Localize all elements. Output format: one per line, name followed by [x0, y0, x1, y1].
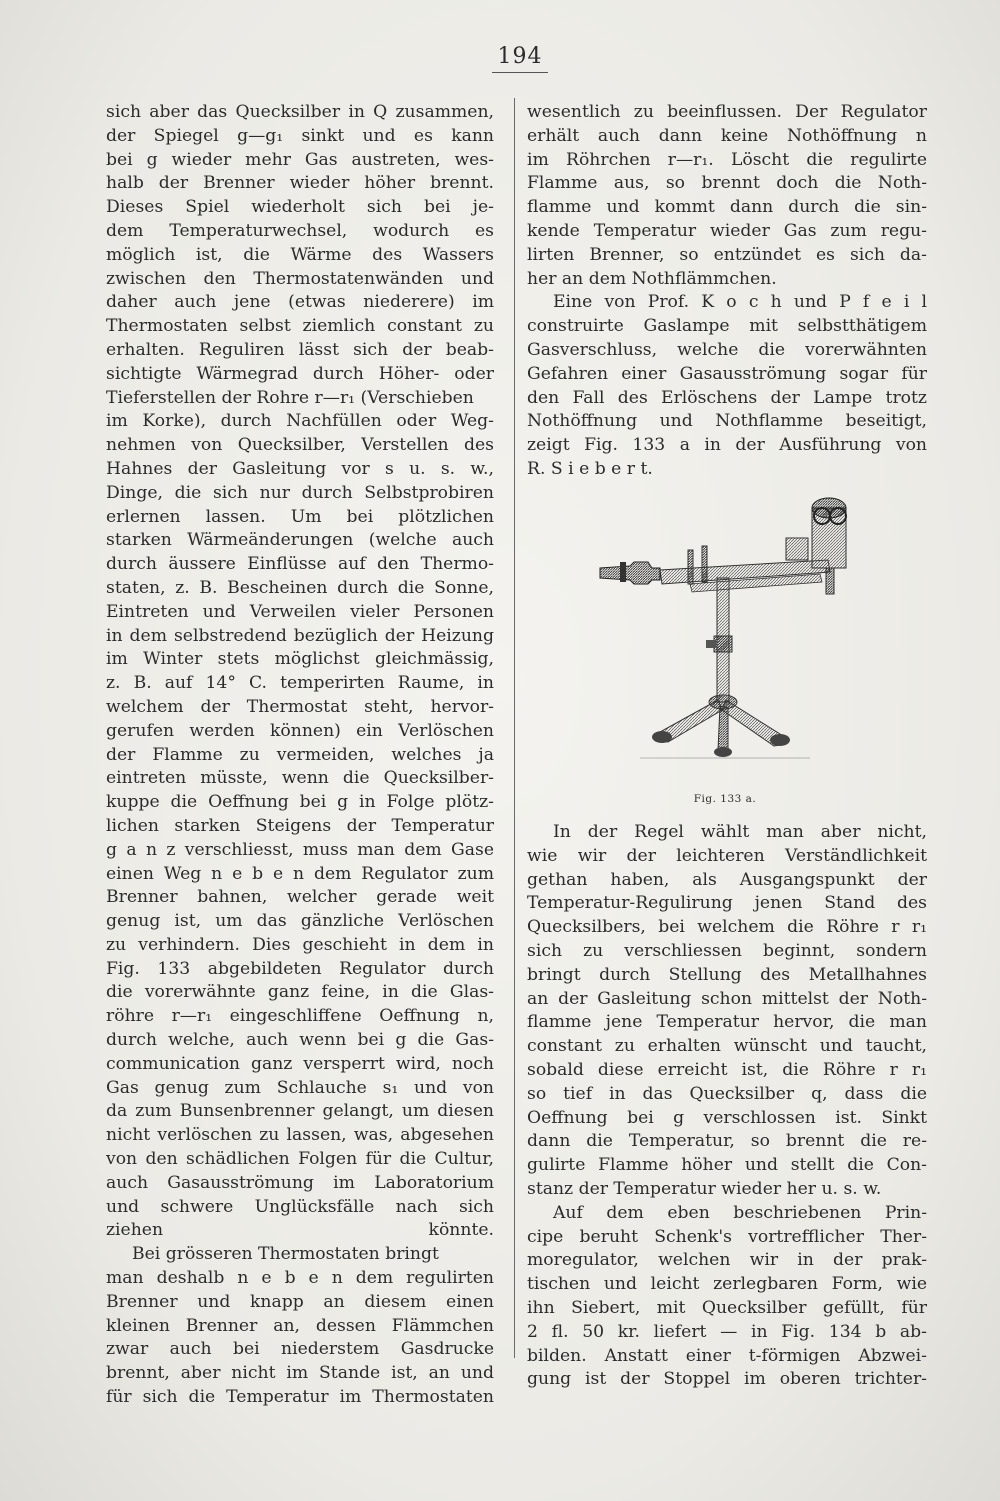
- text-line: so tief in das Quecksilber q, dass die: [527, 1083, 927, 1104]
- text-line: dann die Temperatur, so brennt die re-: [527, 1131, 927, 1152]
- text-line: Fig. 133 abgebildeten Regulator durch: [106, 958, 494, 979]
- text-line: gethan haben, als Ausgangspunkt der: [527, 869, 927, 890]
- text-line: R. S i e b e r t.: [527, 458, 653, 479]
- text-line: lichen starken Steigens der Temperatur: [106, 815, 494, 836]
- page-number: 194: [497, 44, 543, 69]
- text-line: nicht verlöschen zu lassen, was, abgesehen: [106, 1125, 494, 1146]
- text-line: erhält auch dann keine Nothöffnung n: [527, 125, 927, 146]
- text-line: Eine von Prof. K o c h und P f e i l: [553, 292, 927, 313]
- text-line: zu verhindern. Dies geschieht in dem in: [106, 934, 494, 955]
- text-line: welchem der Thermostat steht, hervor-: [106, 696, 494, 717]
- text-line: zwar auch bei niederstem Gasdrucke: [106, 1339, 494, 1360]
- text-line: erlernen lassen. Um bei plötzlichen: [106, 506, 494, 527]
- text-line: cipe beruht Schenk's vortrefflicher Ther-: [527, 1226, 927, 1247]
- text-line: für sich die Temperatur im Thermostaten: [106, 1387, 494, 1408]
- text-line: moregulator, welchen wir in der prak-: [527, 1250, 927, 1271]
- text-line: Tieferstellen der Rohre r—r₁ (Verschieben: [106, 387, 474, 408]
- text-line: halb der Brenner wieder höher brennt.: [106, 173, 494, 194]
- text-line: Gefahren einer Gasausströmung sogar für: [527, 363, 927, 384]
- text-line: kende Temperatur wieder Gas zum regu-: [527, 220, 927, 241]
- text-line: bringt durch Stellung des Metallhahnes: [527, 964, 927, 985]
- text-line: von den schädlichen Folgen für die Cultur,: [106, 1149, 494, 1170]
- text-line: der Spiegel g—g₁ sinkt und es kann: [106, 125, 494, 146]
- text-line: Thermostaten selbst ziemlich constant zu: [106, 316, 494, 337]
- text-line: wie wir der leichteren Verständlichkeit: [527, 845, 927, 866]
- text-line: man deshalb n e b e n dem regulirten: [106, 1268, 494, 1289]
- text-line: wesentlich zu beeinflussen. Der Regulator: [527, 102, 927, 122]
- text-line: brennt, aber nicht im Stande ist, an und: [106, 1363, 494, 1384]
- text-line: genug ist, um das gänzliche Verlöschen: [106, 911, 494, 932]
- text-line: dem Temperaturwechsel, wodurch es: [106, 220, 494, 241]
- text-line: röhre r—r₁ eingeschliffene Oeffnung n,: [106, 1006, 494, 1027]
- text-line: her an dem Nothflämmchen.: [527, 268, 777, 289]
- text-line: gung ist der Stoppel im oberen trichter-: [527, 1369, 927, 1390]
- text-line: flamme und kommt dann durch die sin-: [527, 197, 927, 218]
- text-line: Nothöffnung und Nothflamme beseitigt,: [527, 411, 927, 432]
- text-line: zwischen den Thermostatenwänden und: [106, 268, 494, 289]
- text-line: g a n z verschliesst, muss man dem Gase: [106, 839, 494, 860]
- text-line: im Röhrchen r—r₁. Löscht die regulirte: [527, 149, 927, 170]
- left-text-column: [106, 101, 494, 1410]
- text-line: Brenner und knapp an diesem einen: [106, 1291, 494, 1312]
- text-line: Gasverschluss, welche die vorerwähnten: [527, 339, 927, 360]
- page-number-rule: [492, 72, 548, 73]
- text-line: flamme jene Temperatur hervor, die man: [527, 1012, 927, 1033]
- text-line: Bei grösseren Thermostaten bringt: [132, 1244, 439, 1265]
- text-line: Auf dem eben beschriebenen Prin-: [553, 1202, 927, 1223]
- text-line: Oeffnung bei g verschlossen ist. Sinkt: [527, 1107, 927, 1128]
- text-line: durch welche, auch wenn bei g die Gas-: [106, 1030, 494, 1051]
- text-line: z. B. auf 14° C. temperirten Raume, in: [106, 673, 494, 694]
- text-line: sichtigte Wärmegrad durch Höher- oder: [106, 363, 494, 384]
- column-divider: [514, 98, 515, 1358]
- text-line: Gas genug zum Schlauche s₁ und von: [106, 1077, 494, 1098]
- text-line: den Fall des Erlöschens der Lampe trotz: [527, 387, 927, 408]
- text-line: nehmen von Quecksilber, Verstellen des: [106, 435, 494, 456]
- text-line: Quecksilbers, bei welchem die Röhre r r₁: [527, 917, 927, 938]
- text-line: da zum Bunsenbrenner gelangt, um diesen: [106, 1101, 494, 1122]
- text-line: Dinge, die sich nur durch Selbstprobiren: [106, 482, 494, 503]
- text-line: auch Gasausströmung im Laboratorium: [106, 1172, 494, 1193]
- text-line: die vorerwähnte ganz feine, in die Glas-: [106, 982, 494, 1003]
- text-line: eintreten müsste, wenn die Quecksilber-: [106, 768, 494, 789]
- text-line: tischen und leicht zerlegbaren Form, wie: [527, 1274, 927, 1295]
- text-line: einen Weg n e b e n dem Regulator zum: [106, 863, 494, 884]
- text-line: sich aber das Quecksilber in Q zusammen,: [106, 102, 494, 122]
- text-line: gulirte Flamme höher und stellt die Con-: [527, 1155, 927, 1176]
- text-line: Dieses Spiel wiederholt sich bei je-: [106, 197, 494, 218]
- text-line: sich zu verschliessen beginnt, sondern: [527, 940, 927, 961]
- text-line: kleinen Brenner an, dessen Flämmchen: [106, 1315, 494, 1336]
- text-line: Hahnes der Gasleitung vor s u. s. w.,: [106, 458, 494, 479]
- text-line: gerufen werden können) ein Verlöschen: [106, 720, 494, 741]
- text-line: möglich ist, die Wärme des Wassers: [106, 244, 494, 265]
- text-line: Eintreten und Verweilen vieler Personen: [106, 601, 494, 622]
- text-line: sobald diese erreicht ist, die Röhre r r₁: [527, 1059, 927, 1080]
- text-line: und schwere Unglücksfälle nach sich: [106, 1196, 494, 1217]
- text-line: In der Regel wählt man aber nicht,: [553, 822, 927, 842]
- text-line: construirte Gaslampe mit selbstthätigem: [527, 316, 927, 337]
- text-line: bilden. Anstatt einer t-förmigen Abzwei-: [527, 1345, 927, 1366]
- text-line: constant zu erhalten wünscht und taucht,: [527, 1036, 927, 1057]
- text-line: Flamme aus, so brennt doch die Noth-: [527, 173, 927, 194]
- figure-caption: Fig. 133 a.: [693, 793, 757, 805]
- text-line: staten, z. B. Bescheinen durch die Sonne,: [106, 577, 494, 598]
- right-text-column-top: [527, 101, 927, 482]
- text-line: im Winter stets möglichst gleichmässig,: [106, 649, 494, 670]
- text-line: zeigt Fig. 133 a in der Ausführung von: [527, 435, 927, 456]
- text-line: 2 fl. 50 kr. liefert — in Fig. 134 b ab-: [527, 1321, 927, 1342]
- text-line: lirten Brenner, so entzündet es sich da-: [527, 244, 927, 265]
- text-line: ziehen könnte.: [106, 1220, 494, 1241]
- gas-lamp-illustration: [590, 488, 860, 784]
- text-line: ihn Siebert, mit Quecksilber gefüllt, für: [527, 1297, 927, 1318]
- text-line: starken Wärmeänderungen (welche auch: [106, 530, 494, 551]
- text-line: durch äussere Einflüsse auf den Thermo-: [106, 554, 494, 575]
- gas-lamp-engraving: [590, 488, 860, 784]
- text-line: erhalten. Reguliren lässt sich der beab-: [106, 339, 494, 360]
- text-line: stanz der Temperatur wieder her u. s. w.: [527, 1178, 882, 1199]
- text-line: im Korke), durch Nachfüllen oder Weg-: [106, 411, 494, 432]
- right-text-column-bottom: [527, 821, 927, 1392]
- text-line: der Flamme zu vermeiden, welches ja: [106, 744, 494, 765]
- text-line: Brenner bahnen, welcher gerade weit: [106, 887, 494, 908]
- text-line: in dem selbstredend bezüglich der Heizung: [106, 625, 494, 646]
- text-line: an der Gasleitung schon mittelst der Noth-: [527, 988, 927, 1009]
- text-line: kuppe die Oeffnung bei g in Folge plötz-: [106, 792, 494, 813]
- text-line: bei g wieder mehr Gas austreten, wes-: [106, 149, 494, 170]
- text-line: daher auch jene (etwas niederere) im: [106, 292, 494, 313]
- text-line: communication ganz versperrt wird, noch: [106, 1053, 494, 1074]
- text-line: Temperatur-Regulirung jenen Stand des: [527, 893, 927, 914]
